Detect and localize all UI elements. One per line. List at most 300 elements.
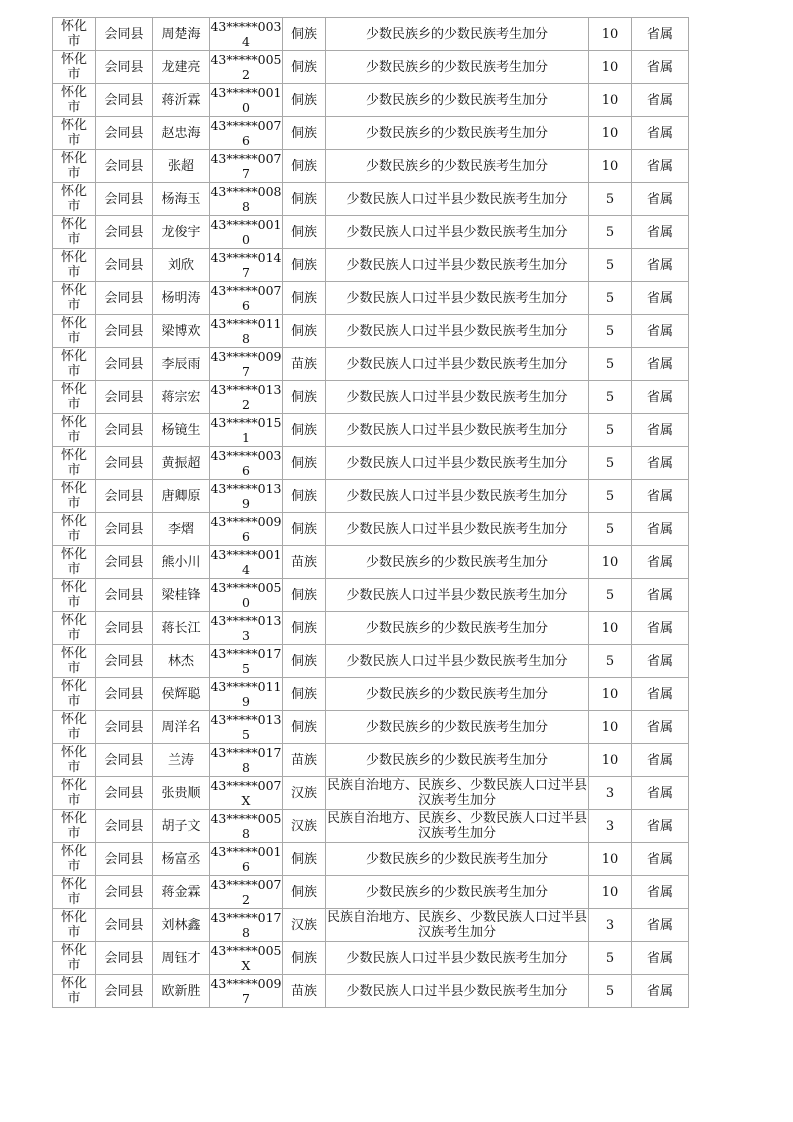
city-label: 怀化市	[60, 481, 87, 511]
id-number-cell: 43*****0052	[210, 52, 282, 82]
bonus-points-cell: 10	[589, 51, 632, 84]
city-cell	[53, 18, 96, 51]
city-cell	[53, 744, 96, 777]
bonus-reason-cell: 少数民族人口过半县少数民族考生加分	[326, 579, 589, 612]
student-name-cell: 龙俊宇	[153, 216, 210, 249]
bonus-points-cell: 10	[589, 711, 632, 744]
student-name-cell: 赵忠海	[153, 117, 210, 150]
id-number-cell: 43*****0139	[210, 481, 282, 511]
bonus-points-cell: 3	[589, 810, 632, 843]
table-row	[53, 579, 689, 612]
bonus-reason-cell: 少数民族人口过半县少数民族考生加分	[326, 645, 589, 678]
city-label: 怀化市	[60, 514, 87, 544]
ethnicity-cell: 侗族	[283, 579, 326, 612]
approval-level-cell: 省属	[632, 315, 689, 348]
table-row	[53, 414, 689, 447]
table-row	[53, 381, 689, 414]
bonus-reason-cell: 少数民族乡的少数民族考生加分	[326, 18, 589, 51]
id-number-cell: 43*****0178	[210, 910, 282, 940]
id-number-cell: 43*****0151	[210, 415, 282, 445]
city-label: 怀化市	[60, 283, 87, 313]
ethnicity-cell: 苗族	[283, 975, 326, 1008]
id-number-cell: 43*****0034	[210, 19, 282, 49]
id-number-cell: 43*****0135	[210, 712, 282, 742]
city-cell	[53, 249, 96, 282]
city-label: 怀化市	[60, 877, 87, 907]
id-number-cell: 43*****0178	[210, 745, 282, 775]
bonus-points-cell: 10	[589, 150, 632, 183]
id-number-cell: 43*****007X	[210, 778, 282, 808]
id-number-cell: 43*****0036	[210, 448, 282, 478]
student-name-cell: 林杰	[153, 645, 210, 678]
county-cell: 会同县	[96, 810, 153, 843]
bonus-points-cell: 3	[589, 909, 632, 942]
ethnicity-cell: 侗族	[283, 150, 326, 183]
bonus-reason-cell: 少数民族乡的少数民族考生加分	[326, 150, 589, 183]
city-label: 怀化市	[60, 580, 87, 610]
county-cell: 会同县	[96, 348, 153, 381]
city-cell	[53, 546, 96, 579]
city-label: 怀化市	[60, 415, 87, 445]
ethnicity-cell: 汉族	[283, 909, 326, 942]
id-number-cell: 43*****0072	[210, 877, 282, 907]
bonus-reason-cell: 少数民族乡的少数民族考生加分	[326, 744, 589, 777]
bonus-points-cell: 5	[589, 216, 632, 249]
student-name-cell: 张贵顺	[153, 777, 210, 810]
city-cell	[53, 843, 96, 876]
bonus-points-cell: 5	[589, 183, 632, 216]
student-name-cell: 蒋沂霖	[153, 84, 210, 117]
bonus-points-cell: 5	[589, 579, 632, 612]
city-cell	[53, 777, 96, 810]
bonus-points-cell: 5	[589, 282, 632, 315]
student-name-cell: 李熠	[153, 513, 210, 546]
table-row	[53, 777, 689, 810]
city-label: 怀化市	[60, 547, 87, 577]
city-cell	[53, 414, 96, 447]
bonus-reason-cell: 少数民族人口过半县少数民族考生加分	[326, 216, 589, 249]
student-name-cell: 李辰雨	[153, 348, 210, 381]
table-row	[53, 84, 689, 117]
ethnicity-cell: 侗族	[283, 876, 326, 909]
city-cell	[53, 975, 96, 1008]
approval-level-cell: 省属	[632, 942, 689, 975]
table-row	[53, 447, 689, 480]
county-cell: 会同县	[96, 909, 153, 942]
id-number-cell: 43*****0010	[210, 85, 282, 115]
id-number-cell: 43*****0010	[210, 217, 282, 247]
ethnicity-cell: 侗族	[283, 678, 326, 711]
table-body	[53, 18, 689, 1008]
city-label: 怀化市	[60, 976, 87, 1006]
city-label: 怀化市	[60, 910, 87, 940]
id-number-cell: 43*****0014	[210, 547, 282, 577]
approval-level-cell: 省属	[632, 711, 689, 744]
student-name-cell: 杨镜生	[153, 414, 210, 447]
bonus-reason-cell: 民族自治地方、民族乡、少数民族人口过半县汉族考生加分	[326, 778, 587, 808]
approval-level-cell: 省属	[632, 612, 689, 645]
approval-level-cell: 省属	[632, 381, 689, 414]
table-row	[53, 645, 689, 678]
bonus-points-cell: 10	[589, 546, 632, 579]
table-row	[53, 348, 689, 381]
bonus-points-table	[52, 17, 689, 1008]
approval-level-cell: 省属	[632, 150, 689, 183]
id-number-cell: 43*****0088	[210, 184, 282, 214]
id-number-cell: 43*****0076	[210, 283, 282, 313]
approval-level-cell: 省属	[632, 777, 689, 810]
student-name-cell: 张超	[153, 150, 210, 183]
city-label: 怀化市	[60, 712, 87, 742]
table-row	[53, 678, 689, 711]
student-name-cell: 刘欣	[153, 249, 210, 282]
county-cell: 会同县	[96, 612, 153, 645]
approval-level-cell: 省属	[632, 348, 689, 381]
county-cell: 会同县	[96, 678, 153, 711]
county-cell: 会同县	[96, 480, 153, 513]
city-cell	[53, 150, 96, 183]
ethnicity-cell: 侗族	[283, 381, 326, 414]
city-label: 怀化市	[60, 778, 87, 808]
bonus-points-cell: 5	[589, 381, 632, 414]
ethnicity-cell: 苗族	[283, 744, 326, 777]
student-name-cell: 梁桂锋	[153, 579, 210, 612]
bonus-reason-cell: 少数民族乡的少数民族考生加分	[326, 51, 589, 84]
ethnicity-cell: 侗族	[283, 249, 326, 282]
city-label: 怀化市	[60, 844, 87, 874]
approval-level-cell: 省属	[632, 843, 689, 876]
city-cell	[53, 447, 96, 480]
bonus-reason-cell: 少数民族人口过半县少数民族考生加分	[326, 282, 589, 315]
approval-level-cell: 省属	[632, 744, 689, 777]
id-number-cell: 43*****0147	[210, 250, 282, 280]
id-number-cell: 43*****0097	[210, 349, 282, 379]
city-cell	[53, 579, 96, 612]
table-row	[53, 711, 689, 744]
ethnicity-cell: 苗族	[283, 348, 326, 381]
student-name-cell: 胡子文	[153, 810, 210, 843]
approval-level-cell: 省属	[632, 216, 689, 249]
bonus-points-cell: 10	[589, 612, 632, 645]
county-cell: 会同县	[96, 513, 153, 546]
table-row	[53, 546, 689, 579]
city-cell	[53, 51, 96, 84]
city-label: 怀化市	[60, 646, 87, 676]
bonus-reason-cell: 少数民族人口过半县少数民族考生加分	[326, 447, 589, 480]
ethnicity-cell: 侗族	[283, 315, 326, 348]
ethnicity-cell: 侗族	[283, 117, 326, 150]
bonus-reason-cell: 少数民族乡的少数民族考生加分	[326, 711, 589, 744]
county-cell: 会同县	[96, 117, 153, 150]
city-label: 怀化市	[60, 382, 87, 412]
student-name-cell: 刘林鑫	[153, 909, 210, 942]
approval-level-cell: 省属	[632, 480, 689, 513]
bonus-points-cell: 10	[589, 84, 632, 117]
ethnicity-cell: 汉族	[283, 777, 326, 810]
city-label: 怀化市	[60, 349, 87, 379]
bonus-reason-cell: 少数民族人口过半县少数民族考生加分	[326, 975, 589, 1008]
id-number-cell: 43*****0119	[210, 679, 282, 709]
county-cell: 会同县	[96, 249, 153, 282]
approval-level-cell: 省属	[632, 117, 689, 150]
student-name-cell: 黄振超	[153, 447, 210, 480]
county-cell: 会同县	[96, 447, 153, 480]
ethnicity-cell: 侗族	[283, 645, 326, 678]
county-cell: 会同县	[96, 843, 153, 876]
county-cell: 会同县	[96, 645, 153, 678]
table-row	[53, 51, 689, 84]
table-row	[53, 216, 689, 249]
bonus-points-cell: 10	[589, 678, 632, 711]
id-number-cell: 43*****0050	[210, 580, 282, 610]
approval-level-cell: 省属	[632, 810, 689, 843]
approval-level-cell: 省属	[632, 183, 689, 216]
bonus-reason-cell: 少数民族人口过半县少数民族考生加分	[326, 942, 589, 975]
approval-level-cell: 省属	[632, 579, 689, 612]
county-cell: 会同县	[96, 942, 153, 975]
ethnicity-cell: 侗族	[283, 480, 326, 513]
student-name-cell: 唐卿原	[153, 480, 210, 513]
approval-level-cell: 省属	[632, 876, 689, 909]
id-number-cell: 43*****0097	[210, 976, 282, 1006]
bonus-points-cell: 10	[589, 18, 632, 51]
city-cell	[53, 612, 96, 645]
bonus-points-cell: 5	[589, 348, 632, 381]
bonus-points-cell: 5	[589, 513, 632, 546]
student-name-cell: 杨明涛	[153, 282, 210, 315]
bonus-reason-cell: 民族自治地方、民族乡、少数民族人口过半县汉族考生加分	[326, 910, 587, 940]
ethnicity-cell: 汉族	[283, 810, 326, 843]
bonus-points-cell: 5	[589, 645, 632, 678]
county-cell: 会同县	[96, 183, 153, 216]
bonus-points-cell: 10	[589, 843, 632, 876]
city-cell	[53, 183, 96, 216]
approval-level-cell: 省属	[632, 414, 689, 447]
ethnicity-cell: 侗族	[283, 51, 326, 84]
city-label: 怀化市	[60, 217, 87, 247]
table-row	[53, 909, 689, 942]
table-row	[53, 249, 689, 282]
county-cell: 会同县	[96, 579, 153, 612]
ethnicity-cell: 侗族	[283, 711, 326, 744]
bonus-reason-cell: 少数民族人口过半县少数民族考生加分	[326, 249, 589, 282]
city-cell	[53, 810, 96, 843]
bonus-reason-cell: 少数民族人口过半县少数民族考生加分	[326, 381, 589, 414]
bonus-points-cell: 5	[589, 414, 632, 447]
city-cell	[53, 513, 96, 546]
ethnicity-cell: 侗族	[283, 414, 326, 447]
approval-level-cell: 省属	[632, 513, 689, 546]
bonus-reason-cell: 少数民族人口过半县少数民族考生加分	[326, 513, 589, 546]
approval-level-cell: 省属	[632, 546, 689, 579]
county-cell: 会同县	[96, 381, 153, 414]
bonus-reason-cell: 少数民族人口过半县少数民族考生加分	[326, 315, 589, 348]
id-number-cell: 43*****0132	[210, 382, 282, 412]
county-cell: 会同县	[96, 216, 153, 249]
approval-level-cell: 省属	[632, 249, 689, 282]
approval-level-cell: 省属	[632, 645, 689, 678]
city-label: 怀化市	[60, 943, 87, 973]
city-cell	[53, 84, 96, 117]
id-number-cell: 43*****0076	[210, 118, 282, 148]
city-label: 怀化市	[60, 250, 87, 280]
ethnicity-cell: 侗族	[283, 18, 326, 51]
id-number-cell: 43*****0133	[210, 613, 282, 643]
county-cell: 会同县	[96, 414, 153, 447]
county-cell: 会同县	[96, 282, 153, 315]
city-label: 怀化市	[60, 745, 87, 775]
city-cell	[53, 381, 96, 414]
bonus-reason-cell: 民族自治地方、民族乡、少数民族人口过半县汉族考生加分	[326, 811, 587, 841]
ethnicity-cell: 侗族	[283, 282, 326, 315]
approval-level-cell: 省属	[632, 51, 689, 84]
table-row	[53, 480, 689, 513]
student-name-cell: 周楚海	[153, 18, 210, 51]
city-cell	[53, 315, 96, 348]
county-cell: 会同县	[96, 84, 153, 117]
student-name-cell: 欧新胜	[153, 975, 210, 1008]
bonus-points-cell: 3	[589, 777, 632, 810]
bonus-reason-cell: 少数民族乡的少数民族考生加分	[326, 84, 589, 117]
county-cell: 会同县	[96, 744, 153, 777]
approval-level-cell: 省属	[632, 447, 689, 480]
table-row	[53, 942, 689, 975]
city-label: 怀化市	[60, 613, 87, 643]
student-name-cell: 兰涛	[153, 744, 210, 777]
city-label: 怀化市	[60, 316, 87, 346]
approval-level-cell: 省属	[632, 678, 689, 711]
id-number-cell: 43*****0096	[210, 514, 282, 544]
table-row	[53, 744, 689, 777]
id-number-cell: 43*****0016	[210, 844, 282, 874]
bonus-points-cell: 5	[589, 942, 632, 975]
bonus-reason-cell: 少数民族乡的少数民族考生加分	[326, 612, 589, 645]
city-label: 怀化市	[60, 448, 87, 478]
bonus-reason-cell: 少数民族人口过半县少数民族考生加分	[326, 183, 589, 216]
county-cell: 会同县	[96, 777, 153, 810]
ethnicity-cell: 侗族	[283, 84, 326, 117]
bonus-points-cell: 5	[589, 447, 632, 480]
student-name-cell: 杨富丞	[153, 843, 210, 876]
id-number-cell: 43*****0175	[210, 646, 282, 676]
table-row	[53, 513, 689, 546]
approval-level-cell: 省属	[632, 84, 689, 117]
bonus-points-cell: 10	[589, 744, 632, 777]
city-label: 怀化市	[60, 19, 87, 49]
county-cell: 会同县	[96, 975, 153, 1008]
student-name-cell: 侯辉聪	[153, 678, 210, 711]
student-name-cell: 杨海玉	[153, 183, 210, 216]
approval-level-cell: 省属	[632, 909, 689, 942]
table-row	[53, 150, 689, 183]
ethnicity-cell: 侗族	[283, 513, 326, 546]
city-label: 怀化市	[60, 151, 87, 181]
id-number-cell: 43*****0077	[210, 151, 282, 181]
bonus-reason-cell: 少数民族乡的少数民族考生加分	[326, 678, 589, 711]
bonus-points-cell: 10	[589, 117, 632, 150]
bonus-reason-cell: 少数民族人口过半县少数民族考生加分	[326, 480, 589, 513]
ethnicity-cell: 侗族	[283, 216, 326, 249]
city-cell	[53, 678, 96, 711]
id-number-cell: 43*****0118	[210, 316, 282, 346]
bonus-reason-cell: 少数民族人口过半县少数民族考生加分	[326, 348, 589, 381]
student-name-cell: 周洋名	[153, 711, 210, 744]
student-name-cell: 蒋金霖	[153, 876, 210, 909]
approval-level-cell: 省属	[632, 282, 689, 315]
city-cell	[53, 645, 96, 678]
bonus-points-cell: 5	[589, 315, 632, 348]
bonus-reason-cell: 少数民族人口过半县少数民族考生加分	[326, 414, 589, 447]
bonus-reason-cell: 少数民族乡的少数民族考生加分	[326, 117, 589, 150]
county-cell: 会同县	[96, 18, 153, 51]
bonus-points-cell: 5	[589, 480, 632, 513]
city-cell	[53, 909, 96, 942]
city-cell	[53, 711, 96, 744]
student-name-cell: 熊小川	[153, 546, 210, 579]
county-cell: 会同县	[96, 315, 153, 348]
county-cell: 会同县	[96, 51, 153, 84]
table-row	[53, 876, 689, 909]
table-row	[53, 282, 689, 315]
ethnicity-cell: 侗族	[283, 183, 326, 216]
bonus-reason-cell: 少数民族乡的少数民族考生加分	[326, 843, 589, 876]
city-label: 怀化市	[60, 52, 87, 82]
student-name-cell: 蒋长江	[153, 612, 210, 645]
table-row	[53, 843, 689, 876]
table-row	[53, 975, 689, 1008]
county-cell: 会同县	[96, 876, 153, 909]
student-name-cell: 周钰才	[153, 942, 210, 975]
id-number-cell: 43*****005X	[210, 943, 282, 973]
city-cell	[53, 216, 96, 249]
city-label: 怀化市	[60, 679, 87, 709]
city-cell	[53, 282, 96, 315]
bonus-points-cell: 5	[589, 975, 632, 1008]
county-cell: 会同县	[96, 711, 153, 744]
county-cell: 会同县	[96, 150, 153, 183]
bonus-reason-cell: 少数民族乡的少数民族考生加分	[326, 876, 589, 909]
city-cell	[53, 942, 96, 975]
city-cell	[53, 117, 96, 150]
ethnicity-cell: 侗族	[283, 843, 326, 876]
approval-level-cell: 省属	[632, 975, 689, 1008]
student-name-cell: 龙建亮	[153, 51, 210, 84]
ethnicity-cell: 侗族	[283, 612, 326, 645]
ethnicity-cell: 侗族	[283, 447, 326, 480]
bonus-points-cell: 5	[589, 249, 632, 282]
city-cell	[53, 876, 96, 909]
student-name-cell: 蒋宗宏	[153, 381, 210, 414]
city-label: 怀化市	[60, 184, 87, 214]
table-row	[53, 117, 689, 150]
table-row	[53, 810, 689, 843]
bonus-points-cell: 10	[589, 876, 632, 909]
table-row	[53, 612, 689, 645]
county-cell: 会同县	[96, 546, 153, 579]
city-cell	[53, 348, 96, 381]
approval-level-cell: 省属	[632, 18, 689, 51]
id-number-cell: 43*****0058	[210, 811, 282, 841]
city-cell	[53, 480, 96, 513]
city-label: 怀化市	[60, 811, 87, 841]
city-label: 怀化市	[60, 85, 87, 115]
bonus-reason-cell: 少数民族乡的少数民族考生加分	[326, 546, 589, 579]
ethnicity-cell: 苗族	[283, 546, 326, 579]
table-row	[53, 183, 689, 216]
table-row	[53, 18, 689, 51]
ethnicity-cell: 侗族	[283, 942, 326, 975]
table-row	[53, 315, 689, 348]
